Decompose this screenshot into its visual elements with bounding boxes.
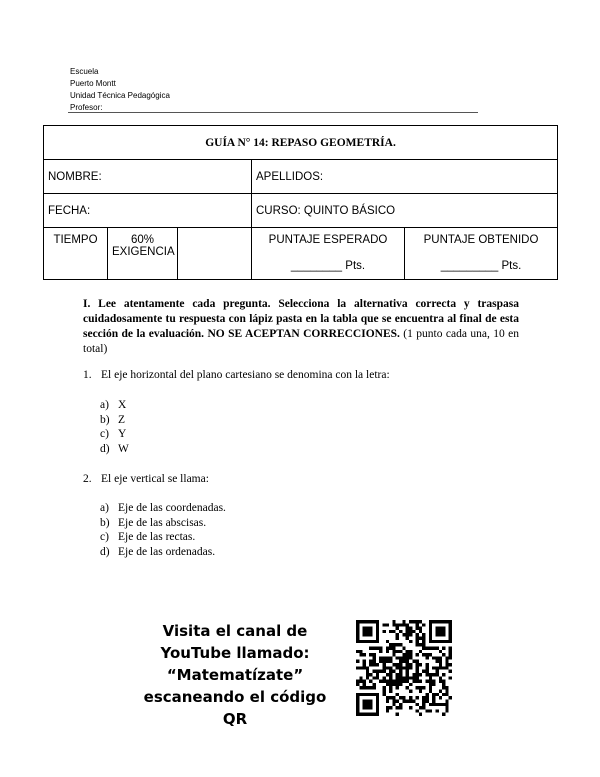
option-letter: c) [100,531,109,543]
question-1-number: 1. [83,369,92,381]
puntaje-obtenido-label: PUNTAJE OBTENIDO [423,234,539,246]
info-table [43,125,558,280]
option-letter: c) [100,428,109,440]
question-2-options [100,501,226,559]
option-letter: a) [100,502,109,514]
option-letter: d) [100,442,110,455]
puntaje-obtenido-blank[interactable]: _________ Pts. [440,260,522,272]
fecha-field[interactable]: FECHA: [44,194,252,228]
guide-title: GUÍA N° 14: REPASO GEOMETRÍA. [44,126,558,160]
header-unit: Unidad Técnica Pedagógica [70,91,170,100]
school-header [70,66,170,114]
option-letter: b) [100,516,110,529]
question-2 [83,473,209,485]
exigencia-label: 60% EXIGENCIA [108,228,178,280]
option-text: Eje de las coordenadas. [118,502,226,514]
question-1 [83,369,390,381]
option-letter: a) [100,399,109,411]
promo-line-3: “Matematízate” [166,666,304,684]
header-teacher: Profesor: [70,103,103,112]
question-2-text: El eje vertical se llama: [101,473,209,485]
option-text: W [118,442,129,455]
option-2b[interactable] [100,516,226,531]
puntaje-esperado-blank[interactable]: ________ Pts. [290,260,366,272]
youtube-promo [130,620,340,730]
header-city: Puerto Montt [70,79,116,88]
puntaje-obtenido-cell [405,228,558,280]
nombre-field[interactable]: NOMBRE: [44,160,252,194]
option-text: Eje de las abscisas. [118,516,207,529]
header-divider [68,112,478,113]
question-2-number: 2. [83,473,92,485]
option-1a[interactable] [100,398,129,413]
option-text: Eje de las ordenadas. [118,545,216,558]
option-text: Z [118,413,126,426]
promo-line-4: escaneando el código QR [143,688,327,728]
puntaje-esperado-cell [252,228,405,280]
option-letter: d) [100,545,110,558]
qr-code-icon[interactable] [356,620,452,716]
option-text: Y [118,428,127,440]
instructions-points: (1 punto cada una, 10 en total) [83,328,520,355]
question-1-text: El eje horizontal del plano cartesiano se denomina con la letra: [101,369,390,381]
option-2d[interactable] [100,545,226,560]
header-school: Escuela [70,67,99,76]
instructions [83,297,519,357]
option-1d[interactable] [100,442,129,457]
tiempo-value-cell[interactable] [178,228,252,280]
curso-label: CURSO: QUINTO BÁSICO [252,194,558,228]
instructions-bold: I. Lee atentamente cada pregunta. Selecciona la alternativa correcta y traspasa cuidadosamente tu respuesta con lápiz pasta en la tabla que se encuentra al final de esta sección de la evaluación. NO SE ACEPTAN CORRECCIONES. [83,298,519,340]
promo-line-1: Visita el canal de [162,622,308,640]
question-1-options [100,398,129,456]
option-1b[interactable] [100,413,129,428]
option-text: Eje de las rectas. [118,531,196,543]
option-2a[interactable] [100,501,226,516]
option-letter: b) [100,413,110,426]
promo-line-2: YouTube llamado: [160,644,310,662]
option-1c[interactable] [100,427,129,442]
option-2c[interactable] [100,530,226,545]
puntaje-esperado-label: PUNTAJE ESPERADO [268,234,388,246]
apellidos-field[interactable]: APELLIDOS: [252,160,558,194]
option-text: X [118,399,127,411]
tiempo-label: TIEMPO [44,228,108,280]
